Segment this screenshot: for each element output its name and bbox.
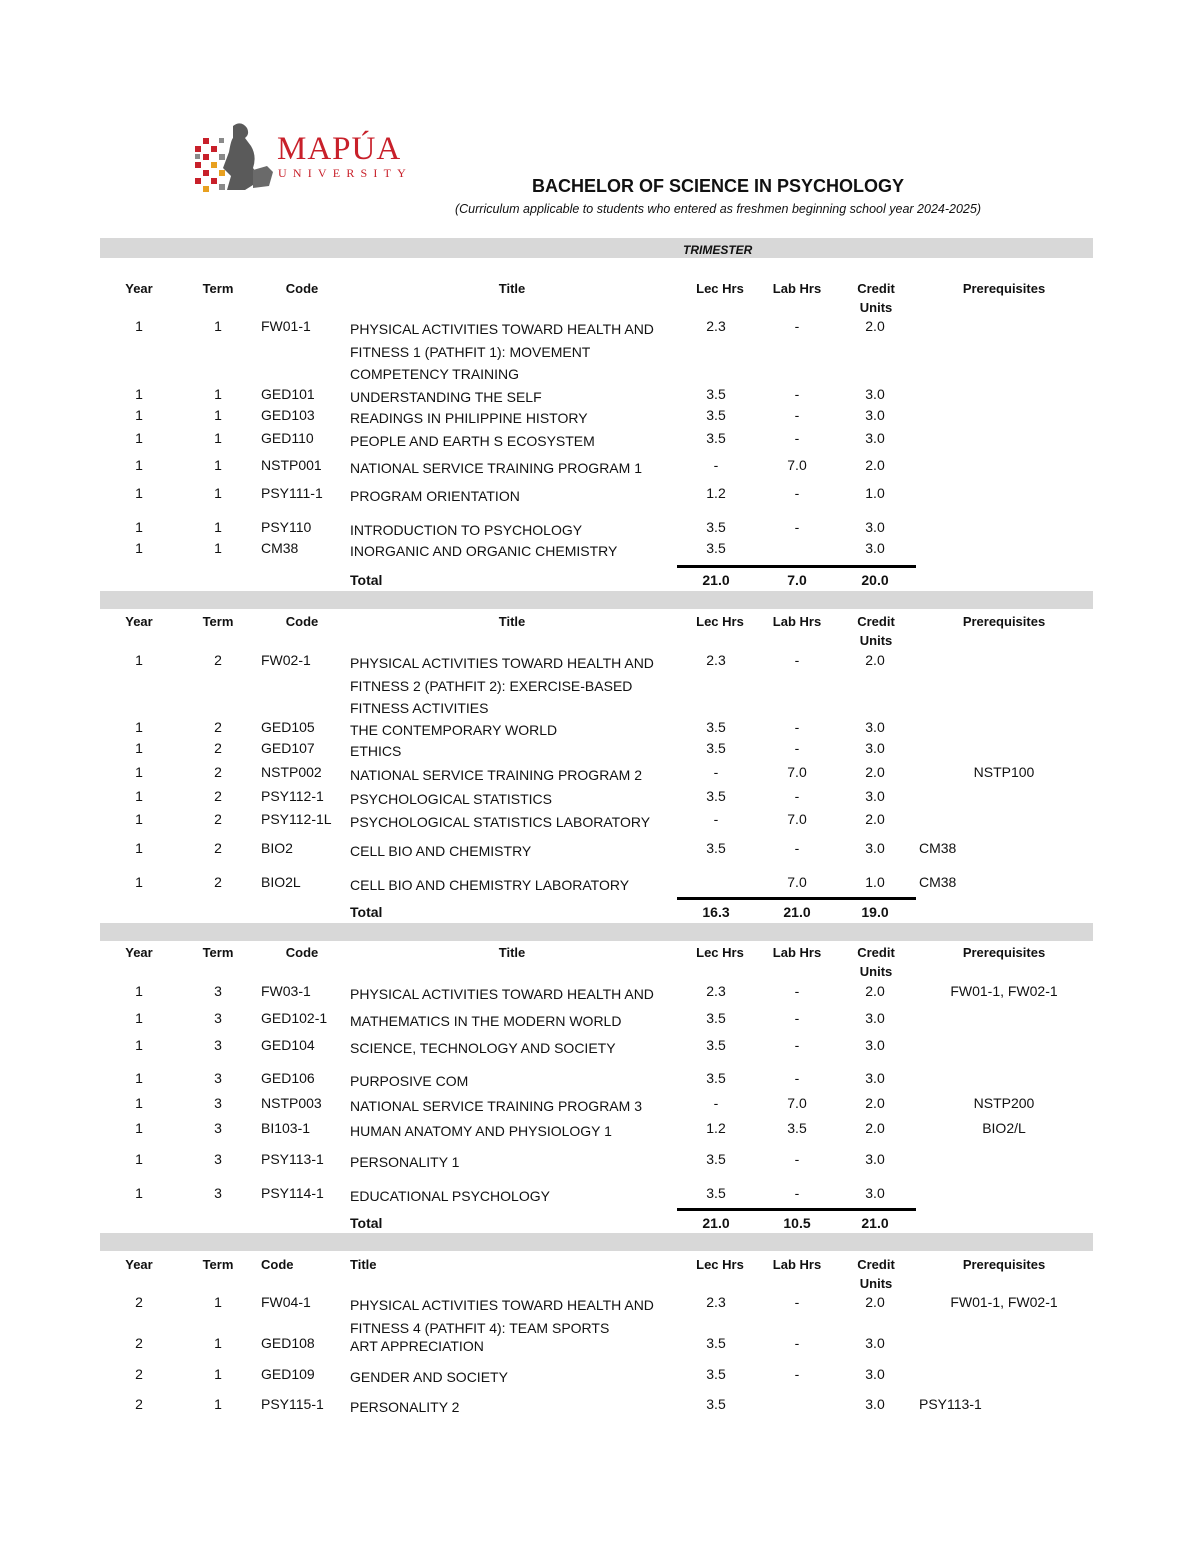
cell-credit-units: 3.0 bbox=[865, 430, 885, 446]
cell-lec-hrs: 3.5 bbox=[706, 540, 726, 556]
col-header-lab-hrs: Lab Hrs bbox=[772, 281, 822, 296]
page-title: BACHELOR OF SCIENCE IN PSYCHOLOGY bbox=[531, 176, 905, 196]
cell-lec-hrs: 3.5 bbox=[706, 407, 726, 423]
cell-code: NSTP001 bbox=[261, 457, 322, 473]
cell-lab-hrs: - bbox=[794, 485, 800, 501]
trimester-bar bbox=[100, 238, 1093, 258]
cell-lec-hrs: 3.5 bbox=[706, 1366, 726, 1382]
cell-prerequisites: FW01-1, FW02-1 bbox=[950, 983, 1058, 999]
col-header-year: Year bbox=[125, 614, 153, 629]
cell-code: PSY112-1L bbox=[261, 811, 332, 827]
cell-title: INTRODUCTION TO PSYCHOLOGY bbox=[350, 522, 583, 538]
cell-credit-units: 2.0 bbox=[865, 1294, 885, 1310]
cell-term: 2 bbox=[214, 811, 222, 827]
cell-year: 1 bbox=[135, 386, 143, 402]
cell-title: HUMAN ANATOMY AND PHYSIOLOGY 1 bbox=[350, 1123, 612, 1139]
total-credit-units: 20.0 bbox=[861, 572, 889, 588]
cell-lab-hrs: 7.0 bbox=[787, 764, 807, 780]
cell-term: 3 bbox=[214, 1151, 222, 1167]
cell-term: 1 bbox=[214, 1294, 222, 1310]
cell-credit-units: 2.0 bbox=[865, 1095, 885, 1111]
cell-lab-hrs: - bbox=[794, 1335, 800, 1351]
cell-credit-units: 3.0 bbox=[865, 519, 885, 535]
total-label: Total bbox=[350, 904, 383, 920]
cell-credit-units: 2.0 bbox=[865, 318, 885, 334]
cell-lec-hrs: - bbox=[713, 1095, 719, 1111]
col-header-term: Term bbox=[202, 614, 234, 629]
cell-lec-hrs: - bbox=[713, 764, 719, 780]
cell-year: 1 bbox=[135, 430, 143, 446]
col-header-credit: Credit bbox=[857, 614, 895, 629]
cell-lec-hrs: 3.5 bbox=[706, 1335, 726, 1351]
cell-lab-hrs: - bbox=[794, 788, 800, 804]
cell-lab-hrs: 7.0 bbox=[787, 457, 807, 473]
cell-title: PERSONALITY 1 bbox=[350, 1154, 460, 1170]
cell-lab-hrs: - bbox=[794, 740, 800, 756]
cell-code: FW02-1 bbox=[261, 652, 311, 668]
cell-year: 1 bbox=[135, 740, 143, 756]
cell-term: 1 bbox=[214, 1335, 222, 1351]
col-header-credit: Credit bbox=[857, 945, 895, 960]
cell-year: 1 bbox=[135, 485, 143, 501]
cell-term: 1 bbox=[214, 1396, 222, 1412]
cell-year: 1 bbox=[135, 811, 143, 827]
cell-lec-hrs: 3.5 bbox=[706, 1185, 726, 1201]
cell-credit-units: 3.0 bbox=[865, 788, 885, 804]
cell-code: BIO2 bbox=[261, 840, 293, 856]
cell-lec-hrs: 2.3 bbox=[706, 1294, 726, 1310]
cell-title: ART APPRECIATION bbox=[350, 1338, 484, 1354]
col-header-lec-hrs: Lec Hrs bbox=[696, 614, 744, 629]
total-rule bbox=[677, 897, 916, 900]
cell-term: 1 bbox=[214, 519, 222, 535]
col-header-lab-hrs: Lab Hrs bbox=[772, 1257, 822, 1272]
cell-credit-units: 2.0 bbox=[865, 457, 885, 473]
cell-code: FW04-1 bbox=[261, 1294, 311, 1310]
col-header-lab-hrs: Lab Hrs bbox=[772, 614, 822, 629]
cell-credit-units: 3.0 bbox=[865, 1010, 885, 1026]
cell-credit-units: 3.0 bbox=[865, 407, 885, 423]
section-label: TRIMESTER bbox=[683, 243, 753, 257]
col-header-lab-hrs: Lab Hrs bbox=[772, 945, 822, 960]
col-header-prerequisites: Prerequisites bbox=[962, 614, 1046, 629]
cell-code: GED109 bbox=[261, 1366, 315, 1382]
cell-code: GED102-1 bbox=[261, 1010, 328, 1026]
cell-credit-units: 3.0 bbox=[865, 1396, 885, 1412]
cell-year: 1 bbox=[135, 318, 143, 334]
cell-lec-hrs: 1.2 bbox=[706, 1120, 726, 1136]
cell-prerequisites: NSTP200 bbox=[973, 1095, 1035, 1111]
cell-term: 2 bbox=[214, 788, 222, 804]
col-header-prerequisites: Prerequisites bbox=[962, 945, 1046, 960]
cell-term: 1 bbox=[214, 485, 222, 501]
cell-lec-hrs: 3.5 bbox=[706, 1037, 726, 1053]
cell-year: 1 bbox=[135, 840, 143, 856]
cell-lec-hrs: 3.5 bbox=[706, 519, 726, 535]
cell-title: GENDER AND SOCIETY bbox=[350, 1369, 508, 1385]
cell-lab-hrs: - bbox=[794, 519, 800, 535]
cell-code: GED101 bbox=[261, 386, 315, 402]
cell-title: MATHEMATICS IN THE MODERN WORLD bbox=[350, 1013, 622, 1029]
cell-term: 3 bbox=[214, 1095, 222, 1111]
total-lab-hrs: 10.5 bbox=[783, 1215, 811, 1231]
cell-code: GED104 bbox=[261, 1037, 315, 1053]
cell-title: PHYSICAL ACTIVITIES TOWARD HEALTH AND FITNESS 4 (PATHFIT 4): TEAM SPORTS bbox=[350, 1297, 654, 1336]
cell-lec-hrs: 3.5 bbox=[706, 788, 726, 804]
cell-year: 1 bbox=[135, 1037, 143, 1053]
cell-code: GED108 bbox=[261, 1335, 315, 1351]
cell-credit-units: 2.0 bbox=[865, 764, 885, 780]
cell-lab-hrs: - bbox=[794, 1010, 800, 1026]
cell-lec-hrs: 3.5 bbox=[706, 840, 726, 856]
cell-code: CM38 bbox=[261, 540, 299, 556]
cell-term: 1 bbox=[214, 540, 222, 556]
cell-code: GED107 bbox=[261, 740, 315, 756]
cell-lab-hrs: - bbox=[794, 318, 800, 334]
cell-code: GED103 bbox=[261, 407, 315, 423]
cell-title: READINGS IN PHILIPPINE HISTORY bbox=[350, 410, 588, 426]
cell-prerequisites: PSY113-1 bbox=[919, 1396, 982, 1412]
total-label: Total bbox=[350, 572, 383, 588]
cell-credit-units: 3.0 bbox=[865, 1335, 885, 1351]
cell-credit-units: 3.0 bbox=[865, 386, 885, 402]
col-header-lec-hrs: Lec Hrs bbox=[696, 1257, 744, 1272]
col-header-title: Title bbox=[350, 1257, 377, 1272]
cell-credit-units: 2.0 bbox=[865, 1120, 885, 1136]
cell-term: 1 bbox=[214, 457, 222, 473]
cell-title: PHYSICAL ACTIVITIES TOWARD HEALTH AND bbox=[350, 986, 654, 1002]
cell-term: 3 bbox=[214, 1120, 222, 1136]
cell-lec-hrs: 3.5 bbox=[706, 1396, 726, 1412]
col-header-year: Year bbox=[125, 945, 153, 960]
cell-lec-hrs: 3.5 bbox=[706, 719, 726, 735]
cell-title: PROGRAM ORIENTATION bbox=[350, 488, 520, 504]
cell-year: 1 bbox=[135, 719, 143, 735]
total-lab-hrs: 7.0 bbox=[787, 572, 807, 588]
cell-code: PSY115-1 bbox=[261, 1396, 324, 1412]
cell-credit-units: 3.0 bbox=[865, 540, 885, 556]
col-header-code: Code bbox=[285, 945, 319, 960]
col-header-lec-hrs: Lec Hrs bbox=[696, 281, 744, 296]
cell-lec-hrs: 2.3 bbox=[706, 318, 726, 334]
cell-credit-units: 3.0 bbox=[865, 1070, 885, 1086]
cell-title: SCIENCE, TECHNOLOGY AND SOCIETY bbox=[350, 1040, 616, 1056]
cell-credit-units: 3.0 bbox=[865, 840, 885, 856]
cell-year: 1 bbox=[135, 519, 143, 535]
cell-year: 1 bbox=[135, 764, 143, 780]
cell-year: 2 bbox=[135, 1396, 143, 1412]
col-header-year: Year bbox=[125, 281, 153, 296]
total-credit-units: 19.0 bbox=[861, 904, 889, 920]
cell-credit-units: 1.0 bbox=[865, 485, 885, 501]
cell-term: 2 bbox=[214, 740, 222, 756]
logo-wordmark: MAPÚA bbox=[277, 131, 402, 167]
cell-credit-units: 3.0 bbox=[865, 1366, 885, 1382]
cell-credit-units: 2.0 bbox=[865, 652, 885, 668]
cell-year: 1 bbox=[135, 457, 143, 473]
cell-year: 1 bbox=[135, 407, 143, 423]
cell-title: PERSONALITY 2 bbox=[350, 1399, 460, 1415]
cell-code: FW01-1 bbox=[261, 318, 311, 334]
cell-credit-units: 2.0 bbox=[865, 983, 885, 999]
cell-code: NSTP003 bbox=[261, 1095, 322, 1111]
cell-title: THE CONTEMPORARY WORLD bbox=[350, 722, 558, 738]
cell-year: 2 bbox=[135, 1366, 143, 1382]
cell-code: BI103-1 bbox=[261, 1120, 311, 1136]
cell-title: PHYSICAL ACTIVITIES TOWARD HEALTH AND FITNESS 2 (PATHFIT 2): EXERCISE-BASED FITNESS ACTIVITIES bbox=[350, 655, 654, 716]
cell-year: 2 bbox=[135, 1294, 143, 1310]
cell-year: 1 bbox=[135, 983, 143, 999]
cell-credit-units: 1.0 bbox=[865, 874, 885, 890]
cell-lab-hrs: - bbox=[794, 1070, 800, 1086]
cell-title: NATIONAL SERVICE TRAINING PROGRAM 3 bbox=[350, 1098, 642, 1114]
cell-lab-hrs: - bbox=[794, 1037, 800, 1053]
cell-credit-units: 3.0 bbox=[865, 1037, 885, 1053]
cell-lec-hrs: 2.3 bbox=[706, 983, 726, 999]
cell-year: 1 bbox=[135, 1095, 143, 1111]
cell-code: PSY114-1 bbox=[261, 1185, 324, 1201]
cell-lec-hrs: 1.2 bbox=[706, 485, 726, 501]
cell-lab-hrs: - bbox=[794, 840, 800, 856]
cell-title: UNDERSTANDING THE SELF bbox=[350, 389, 542, 405]
cell-lab-hrs: - bbox=[794, 407, 800, 423]
cell-title: NATIONAL SERVICE TRAINING PROGRAM 2 bbox=[350, 767, 642, 783]
cell-term: 2 bbox=[214, 840, 222, 856]
cell-year: 1 bbox=[135, 1010, 143, 1026]
cell-title: PURPOSIVE COM bbox=[350, 1073, 469, 1089]
cell-title: PEOPLE AND EARTH S ECOSYSTEM bbox=[350, 433, 595, 449]
cell-code: PSY110 bbox=[261, 519, 312, 535]
cell-title: INORGANIC AND ORGANIC CHEMISTRY bbox=[350, 543, 618, 559]
total-lec-hrs: 21.0 bbox=[702, 1215, 730, 1231]
cell-term: 2 bbox=[214, 874, 222, 890]
cell-prerequisites: BIO2/L bbox=[982, 1120, 1026, 1136]
cell-lab-hrs: 7.0 bbox=[787, 1095, 807, 1111]
total-lec-hrs: 21.0 bbox=[702, 572, 730, 588]
cell-code: BIO2L bbox=[261, 874, 301, 890]
cell-lec-hrs: - bbox=[713, 811, 719, 827]
col-header-credit: Credit bbox=[857, 281, 895, 296]
cell-lab-hrs: 7.0 bbox=[787, 811, 807, 827]
cell-credit-units: 3.0 bbox=[865, 1185, 885, 1201]
cell-term: 1 bbox=[214, 386, 222, 402]
cell-code: PSY112-1 bbox=[261, 788, 324, 804]
col-header-credit: Credit bbox=[857, 1257, 895, 1272]
col-header-title: Title bbox=[498, 281, 526, 296]
cell-term: 2 bbox=[214, 719, 222, 735]
cell-lec-hrs: 3.5 bbox=[706, 430, 726, 446]
total-lab-hrs: 21.0 bbox=[783, 904, 811, 920]
cell-lec-hrs: 3.5 bbox=[706, 1151, 726, 1167]
cell-code: PSY113-1 bbox=[261, 1151, 324, 1167]
cell-credit-units: 3.0 bbox=[865, 1151, 885, 1167]
term-divider bbox=[100, 923, 1093, 941]
cell-term: 3 bbox=[214, 1037, 222, 1053]
cell-code: GED106 bbox=[261, 1070, 315, 1086]
cell-title: PHYSICAL ACTIVITIES TOWARD HEALTH AND FITNESS 1 (PATHFIT 1): MOVEMENT COMPETENCY TRAINING bbox=[350, 321, 654, 382]
cell-lab-hrs: 7.0 bbox=[787, 874, 807, 890]
cell-lec-hrs: - bbox=[713, 457, 719, 473]
cell-lab-hrs: - bbox=[794, 1294, 800, 1310]
col-header-prerequisites: Prerequisites bbox=[962, 281, 1046, 296]
cell-term: 2 bbox=[214, 652, 222, 668]
term-divider bbox=[100, 591, 1093, 609]
cell-title: NATIONAL SERVICE TRAINING PROGRAM 1 bbox=[350, 460, 642, 476]
cell-lab-hrs: - bbox=[794, 386, 800, 402]
cell-code: FW03-1 bbox=[261, 983, 311, 999]
col-header-title: Title bbox=[498, 945, 526, 960]
col-header-title: Title bbox=[498, 614, 526, 629]
cell-lec-hrs: 3.5 bbox=[706, 1010, 726, 1026]
cell-code: PSY111-1 bbox=[261, 485, 323, 501]
col-header-units: Units bbox=[859, 964, 893, 979]
cell-term: 3 bbox=[214, 1070, 222, 1086]
cell-year: 1 bbox=[135, 540, 143, 556]
col-header-units: Units bbox=[859, 300, 893, 315]
total-credit-units: 21.0 bbox=[861, 1215, 889, 1231]
cell-year: 1 bbox=[135, 1185, 143, 1201]
total-label: Total bbox=[350, 1215, 383, 1231]
page-subtitle: (Curriculum applicable to students who entered as freshmen beginning school year 2024-2025) bbox=[454, 202, 981, 216]
col-header-term: Term bbox=[202, 945, 234, 960]
cell-title: CELL BIO AND CHEMISTRY LABORATORY bbox=[350, 877, 630, 893]
cell-credit-units: 3.0 bbox=[865, 740, 885, 756]
col-header-units: Units bbox=[859, 633, 893, 648]
cell-prerequisites: CM38 bbox=[919, 874, 957, 890]
cell-term: 1 bbox=[214, 430, 222, 446]
cell-title: CELL BIO AND CHEMISTRY bbox=[350, 843, 532, 859]
cell-lec-hrs: 2.3 bbox=[706, 652, 726, 668]
total-rule bbox=[677, 1208, 916, 1211]
cell-title: ETHICS bbox=[350, 743, 402, 759]
cell-year: 1 bbox=[135, 652, 143, 668]
cell-lec-hrs: 3.5 bbox=[706, 386, 726, 402]
cell-lab-hrs: - bbox=[794, 719, 800, 735]
cell-lab-hrs: 3.5 bbox=[787, 1120, 807, 1136]
col-header-term: Term bbox=[202, 1257, 234, 1272]
cell-lab-hrs: - bbox=[794, 1185, 800, 1201]
cell-code: NSTP002 bbox=[261, 764, 322, 780]
cell-code: GED105 bbox=[261, 719, 315, 735]
cell-term: 2 bbox=[214, 764, 222, 780]
col-header-code: Code bbox=[261, 1257, 294, 1272]
cell-year: 1 bbox=[135, 788, 143, 804]
term-divider bbox=[100, 1233, 1093, 1251]
total-lec-hrs: 16.3 bbox=[702, 904, 730, 920]
cell-lec-hrs: 3.5 bbox=[706, 740, 726, 756]
cell-credit-units: 3.0 bbox=[865, 719, 885, 735]
cell-term: 1 bbox=[214, 1366, 222, 1382]
cell-title: PSYCHOLOGICAL STATISTICS bbox=[350, 791, 553, 807]
col-header-prerequisites: Prerequisites bbox=[962, 1257, 1046, 1272]
cell-title: EDUCATIONAL PSYCHOLOGY bbox=[350, 1188, 550, 1204]
cell-lab-hrs: - bbox=[794, 430, 800, 446]
logo-subline: UNIVERSITY bbox=[278, 166, 412, 180]
cell-code: GED110 bbox=[261, 430, 314, 446]
cell-lab-hrs: - bbox=[794, 983, 800, 999]
cell-prerequisites: CM38 bbox=[919, 840, 957, 856]
cell-year: 1 bbox=[135, 874, 143, 890]
cell-year: 2 bbox=[135, 1335, 143, 1351]
cell-lab-hrs: - bbox=[794, 652, 800, 668]
cell-prerequisites: NSTP100 bbox=[973, 764, 1035, 780]
cell-term: 1 bbox=[214, 318, 222, 334]
cell-term: 3 bbox=[214, 1185, 222, 1201]
cell-year: 1 bbox=[135, 1151, 143, 1167]
col-header-units: Units bbox=[859, 1276, 893, 1291]
col-header-term: Term bbox=[202, 281, 234, 296]
cell-term: 1 bbox=[214, 407, 222, 423]
cell-year: 1 bbox=[135, 1120, 143, 1136]
col-header-lec-hrs: Lec Hrs bbox=[696, 945, 744, 960]
cell-term: 3 bbox=[214, 983, 222, 999]
cell-title: PSYCHOLOGICAL STATISTICS LABORATORY bbox=[350, 814, 651, 830]
cell-credit-units: 2.0 bbox=[865, 811, 885, 827]
col-header-year: Year bbox=[125, 1257, 153, 1272]
col-header-code: Code bbox=[285, 614, 319, 629]
cell-prerequisites: FW01-1, FW02-1 bbox=[950, 1294, 1058, 1310]
cell-lec-hrs: 3.5 bbox=[706, 1070, 726, 1086]
cell-year: 1 bbox=[135, 1070, 143, 1086]
cell-lab-hrs: - bbox=[794, 1151, 800, 1167]
cell-lab-hrs: - bbox=[794, 1366, 800, 1382]
total-rule bbox=[677, 565, 916, 568]
cell-term: 3 bbox=[214, 1010, 222, 1026]
col-header-code: Code bbox=[285, 281, 319, 296]
